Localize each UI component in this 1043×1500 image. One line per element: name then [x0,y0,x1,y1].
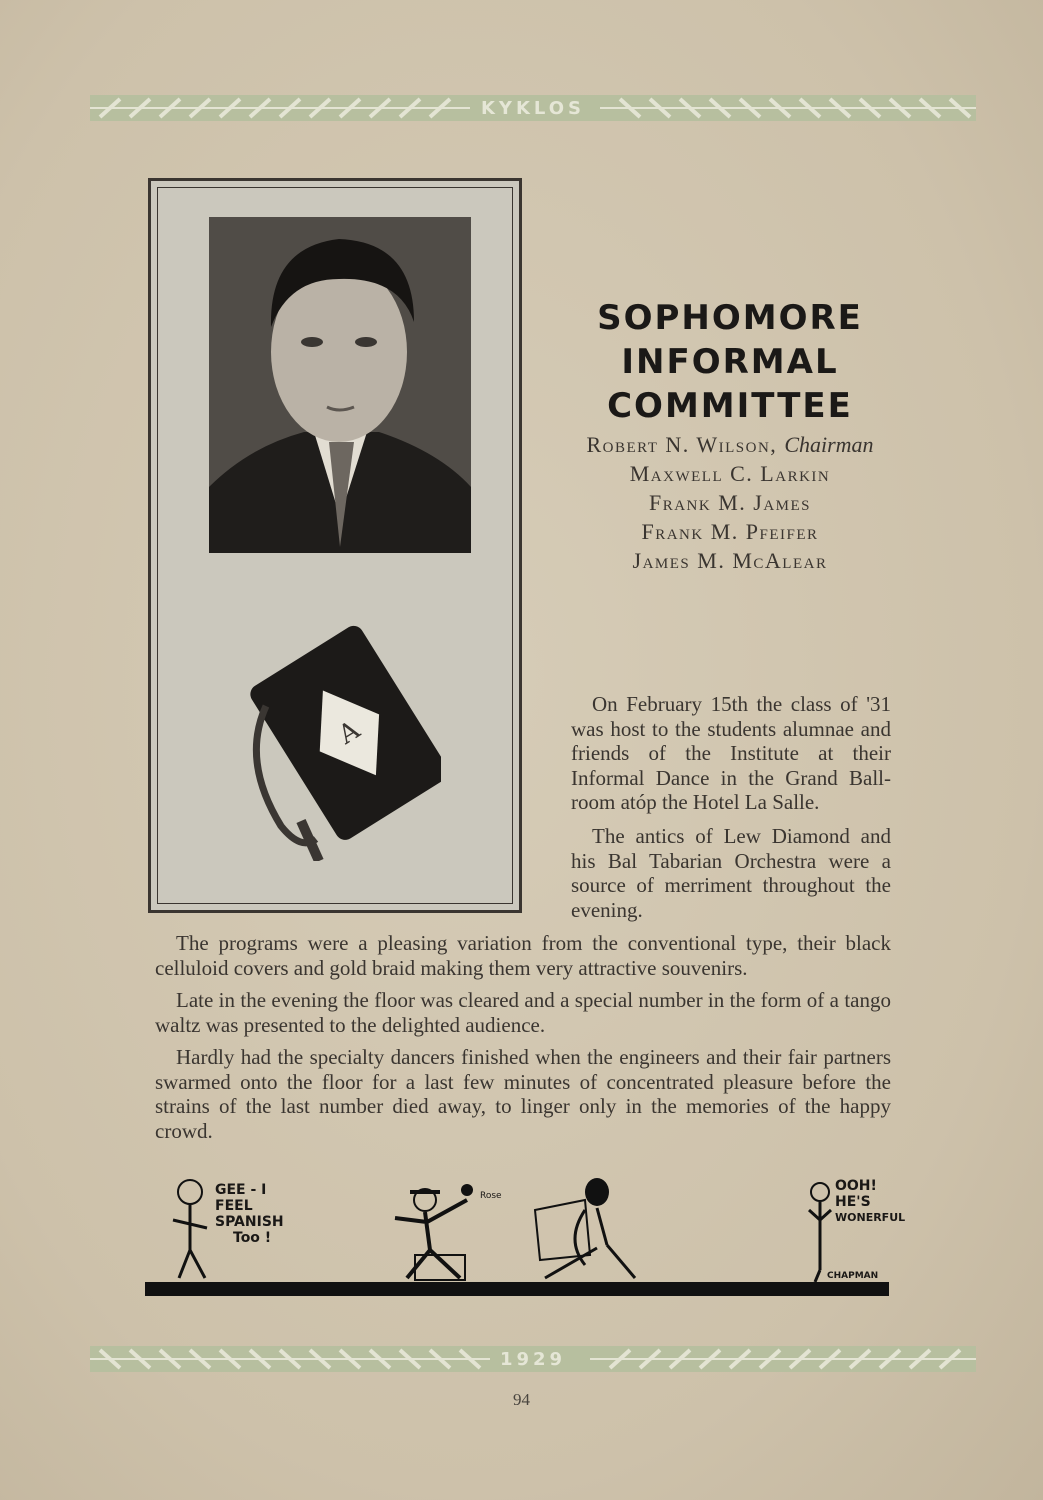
cartoon-illustration [145,1170,906,1300]
committee-title [560,296,900,428]
footer-decorative-band [90,1346,976,1372]
paragraph-closing: Hardly had the specialty dancers finished when the engineers and their fair partners swarmed onto the floor for a last few minutes of concentrated pleasure before the strains of the last number died away, to linger only in the memories of the happy crowd. [155,1045,891,1143]
paragraph-orchestra: The antics of Lew Diamond and his Bal Tabarian Orchestra were a source of merriment throughout the evening. [571,824,891,922]
speech-line: WONERFUL [835,1211,906,1224]
portrait-photo [209,217,471,553]
title-line-2: INFORMAL [621,342,839,382]
chairman-name: Robert N. Wilson, [586,432,778,457]
speech-line: SPANISH [215,1214,284,1230]
speech-line: HE'S [835,1194,871,1210]
program-booklet [241,611,441,861]
speech-line: OOH! [835,1178,877,1194]
committee-members [560,430,900,575]
chairman-entry [560,430,900,459]
member-name: James M. McAlear [632,548,828,573]
rose-label: Rose [480,1191,502,1201]
speech-line: GEE - I [215,1182,267,1198]
title-line-1: SOPHOMORE [597,298,863,338]
chairman-role: Chairman [784,432,874,457]
member-name: Frank M. Pfeifer [641,519,819,544]
paragraph-tango: Late in the evening the floor was cleared and a special number in the form of a tango waltz was presented to the delighted audience. [155,988,891,1037]
title-line-3: COMMITTEE [607,386,853,426]
paragraph-dance-intro: On February 15th the class of '31 was host to the students alumnae and friends of the Institute at their Informal Dance in the Grand Ball-room atóp the Hotel La Salle. [571,692,891,815]
speech-line: FEEL [215,1198,253,1214]
footer-band-label: 1929 [490,1349,576,1370]
member-name: Frank M. James [648,490,812,515]
artist-signature: CHAPMAN [827,1271,879,1281]
svg-text:A: A [333,715,366,751]
header-band-label: KYKLOS [471,98,595,119]
left-speech [215,1182,284,1246]
member-name: Maxwell C. Larkin [629,461,831,486]
page-number: 94 [513,1390,530,1409]
header-decorative-band [90,95,976,121]
photo-frame [148,178,522,913]
speech-line: Too ! [233,1230,272,1246]
paragraph-programs: The programs were a pleasing variation from the conventional type, their black celluloid covers and gold braid making them very attractive souvenirs. [155,931,891,980]
right-speech [835,1178,905,1226]
